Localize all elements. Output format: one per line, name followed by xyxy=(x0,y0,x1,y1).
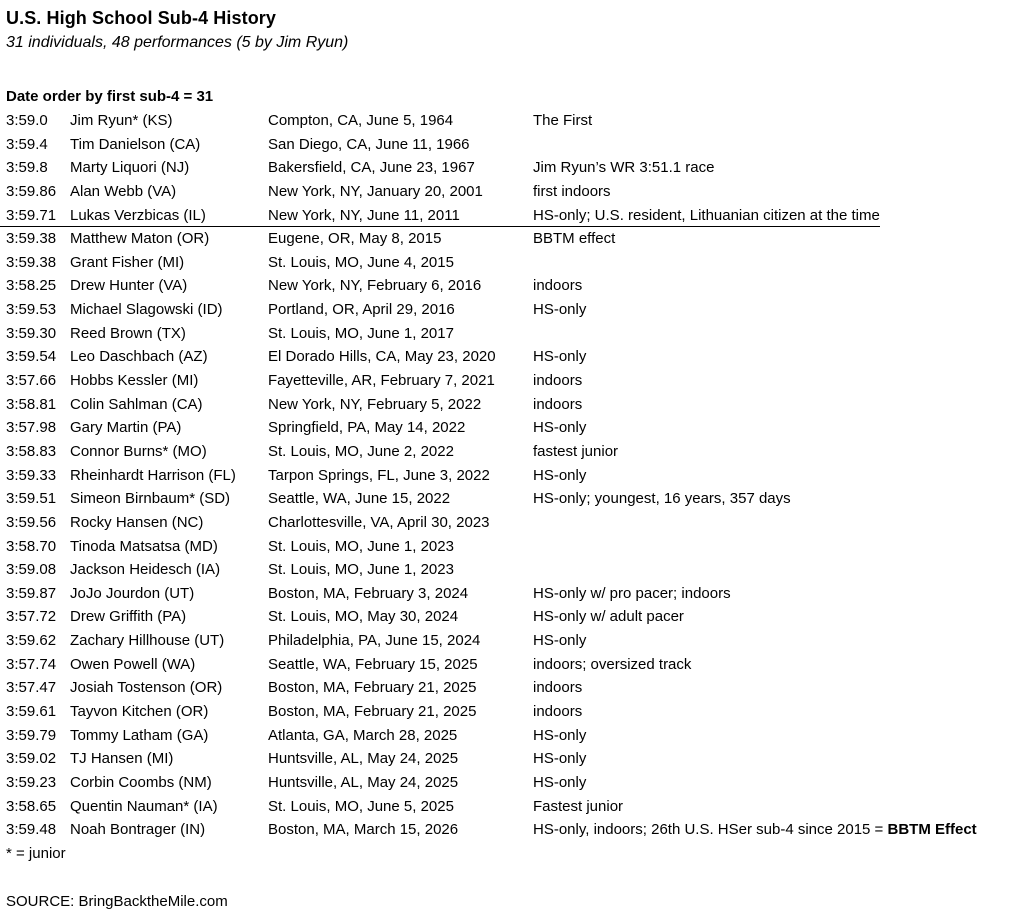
athlete-cell: Noah Bontrager (IN) xyxy=(70,821,206,839)
location-date-cell: Portland, OR, April 29, 2016 xyxy=(268,301,455,319)
location-date-cell: Huntsville, AL, May 24, 2025 xyxy=(268,750,459,768)
table-row xyxy=(6,511,1020,535)
athlete-cell: Gary Martin (PA) xyxy=(70,419,182,437)
athlete-cell: Josiah Tostenson (OR) xyxy=(70,679,223,697)
note-cell: HS-only; youngest, 16 years, 357 days xyxy=(533,490,791,508)
time-cell: 3:58.83 xyxy=(6,442,57,460)
location-date-cell: El Dorado Hills, CA, May 23, 2020 xyxy=(268,348,496,366)
time-cell: 3:59.0 xyxy=(6,112,48,129)
athlete-cell: Alan Webb (VA) xyxy=(70,182,177,200)
location-date-cell: Compton, CA, June 5, 1964 xyxy=(268,112,454,129)
time-cell: 3:59.53 xyxy=(6,301,57,319)
table-row xyxy=(6,440,1020,464)
location-date-cell: Boston, MA, March 15, 2026 xyxy=(268,821,459,839)
table-row xyxy=(6,605,1020,629)
time-cell: 3:58.81 xyxy=(6,395,57,413)
athlete-cell: Owen Powell (WA) xyxy=(70,655,196,673)
table-row xyxy=(6,369,1020,393)
table-row xyxy=(6,653,1020,677)
table-row xyxy=(6,724,1020,748)
location-date-cell: Boston, MA, February 3, 2024 xyxy=(268,584,469,602)
source-line: SOURCE: BringBacktheMile.com xyxy=(6,892,228,910)
location-date-cell: Philadelphia, PA, June 15, 2024 xyxy=(268,632,481,650)
note-cell: HS-only, indoors; 26th U.S. HSer sub-4 since 2015 = BBTM Effect xyxy=(533,821,977,839)
note-cell: indoors xyxy=(533,277,583,295)
location-date-cell: St. Louis, MO, June 5, 2025 xyxy=(268,797,454,815)
location-date-cell: Charlottesville, VA, April 30, 2023 xyxy=(268,513,490,531)
table-row xyxy=(6,298,1020,322)
time-cell: 3:57.66 xyxy=(6,372,57,390)
note-cell: indoors; oversized track xyxy=(533,655,692,673)
note-cell: HS-only xyxy=(533,348,587,366)
table-row xyxy=(6,818,1020,842)
athlete-cell: Tim Danielson (CA) xyxy=(70,135,201,153)
table-row xyxy=(6,558,1020,582)
table-row xyxy=(6,535,1020,559)
time-cell: 3:59.23 xyxy=(6,773,57,791)
athlete-cell: Simeon Birnbaum* (SD) xyxy=(70,490,231,508)
athlete-cell: Matthew Maton (OR) xyxy=(70,230,210,248)
athlete-cell: Rocky Hansen (NC) xyxy=(70,513,204,531)
athlete-cell: Rheinhardt Harrison (FL) xyxy=(70,466,236,484)
note-cell: HS-only xyxy=(533,773,587,791)
note-cell: Fastest junior xyxy=(533,797,624,815)
page-subtitle: 31 individuals, 48 performances (5 by Jim Ryun) xyxy=(6,34,349,51)
time-cell: 3:58.65 xyxy=(6,797,57,815)
athlete-cell: Hobbs Kessler (MI) xyxy=(70,372,199,390)
table-row xyxy=(6,582,1020,606)
note-cell: The First xyxy=(533,112,593,129)
note-cell: BBTM effect xyxy=(533,230,616,248)
time-cell: 3:58.70 xyxy=(6,537,57,555)
note-cell: fastest junior xyxy=(533,442,619,460)
note-cell: HS-only; U.S. resident, Lithuanian citizen at the time xyxy=(533,206,880,224)
time-cell: 3:59.86 xyxy=(6,182,57,200)
athlete-cell: Drew Hunter (VA) xyxy=(70,277,188,295)
table-row xyxy=(6,464,1020,488)
athlete-cell: Leo Daschbach (AZ) xyxy=(70,348,208,366)
time-cell: 3:59.30 xyxy=(6,324,57,342)
time-cell: 3:59.48 xyxy=(6,821,57,839)
time-cell: 3:59.33 xyxy=(6,466,57,484)
table-row xyxy=(6,109,1020,133)
athlete-cell: Tayvon Kitchen (OR) xyxy=(70,703,209,721)
table-row xyxy=(6,747,1020,771)
table-row xyxy=(0,204,880,228)
time-cell: 3:59.56 xyxy=(6,513,57,531)
note-cell: Jim Ryun’s WR 3:51.1 race xyxy=(533,159,715,177)
location-date-cell: Eugene, OR, May 8, 2015 xyxy=(268,230,442,248)
note-cell: HS-only xyxy=(533,419,587,437)
note-cell: HS-only xyxy=(533,466,587,484)
athlete-cell: Corbin Coombs (NM) xyxy=(70,773,212,791)
location-date-cell: New York, NY, February 6, 2016 xyxy=(268,277,482,295)
time-cell: 3:59.8 xyxy=(6,159,48,177)
time-cell: 3:59.71 xyxy=(6,206,57,224)
location-date-cell: St. Louis, MO, June 1, 2023 xyxy=(268,537,454,555)
time-cell: 3:58.25 xyxy=(6,277,57,295)
time-cell: 3:59.08 xyxy=(6,561,57,579)
location-date-cell: Fayetteville, AR, February 7, 2021 xyxy=(268,372,495,390)
location-date-cell: St. Louis, MO, June 1, 2017 xyxy=(268,324,454,342)
time-cell: 3:57.72 xyxy=(6,608,57,626)
athlete-cell: Michael Slagowski (ID) xyxy=(70,301,223,319)
athlete-cell: Jackson Heidesch (IA) xyxy=(70,561,221,579)
table-row xyxy=(6,274,1020,298)
time-cell: 3:59.61 xyxy=(6,703,57,721)
athlete-cell: TJ Hansen (MI) xyxy=(70,750,174,768)
table-row xyxy=(6,393,1020,417)
table-row xyxy=(6,629,1020,653)
athlete-cell: Tinoda Matsatsa (MD) xyxy=(70,537,218,555)
athlete-cell: Zachary Hillhouse (UT) xyxy=(70,632,225,650)
note-cell: indoors xyxy=(533,703,583,721)
location-date-cell: St. Louis, MO, June 4, 2015 xyxy=(268,253,454,271)
time-cell: 3:59.62 xyxy=(6,632,57,650)
time-cell: 3:59.54 xyxy=(6,348,57,366)
location-date-cell: Atlanta, GA, March 28, 2025 xyxy=(268,726,458,744)
athlete-cell: Lukas Verzbicas (IL) xyxy=(70,206,206,224)
note-cell: indoors xyxy=(533,395,583,413)
note-cell: indoors xyxy=(533,372,583,390)
table-row xyxy=(6,416,1020,440)
athlete-cell: Jim Ryun* (KS) xyxy=(70,112,173,129)
table-row xyxy=(6,227,1020,251)
location-date-cell: Boston, MA, February 21, 2025 xyxy=(268,703,477,721)
section-header: Date order by first sub-4 = 31 xyxy=(6,88,214,105)
table-row xyxy=(6,700,1020,724)
location-date-cell: San Diego, CA, June 11, 1966 xyxy=(268,135,470,153)
location-date-cell: New York, NY, June 11, 2011 xyxy=(268,206,460,224)
note-cell: HS-only xyxy=(533,750,587,768)
location-date-cell: St. Louis, MO, June 2, 2022 xyxy=(268,442,454,460)
table-row xyxy=(6,487,1020,511)
time-cell: 3:59.51 xyxy=(6,490,57,508)
time-cell: 3:59.87 xyxy=(6,584,57,602)
location-date-cell: St. Louis, MO, June 1, 2023 xyxy=(268,561,454,579)
note-cell: HS-only xyxy=(533,301,587,319)
time-cell: 3:57.98 xyxy=(6,419,57,437)
note-bold-text: BBTM Effect xyxy=(887,821,977,839)
athlete-cell: Connor Burns* (MO) xyxy=(70,442,207,460)
athlete-cell: Marty Liquori (NJ) xyxy=(70,159,190,177)
athlete-cell: Reed Brown (TX) xyxy=(70,324,186,342)
junior-footnote: * = junior xyxy=(6,844,66,862)
athlete-cell: Quentin Nauman* (IA) xyxy=(70,797,218,815)
location-date-cell: Boston, MA, February 21, 2025 xyxy=(268,679,477,697)
location-date-cell: Springfield, PA, May 14, 2022 xyxy=(268,419,466,437)
table-row xyxy=(6,251,1020,275)
table-row xyxy=(6,322,1020,346)
location-date-cell: Seattle, WA, June 15, 2022 xyxy=(268,490,451,508)
athlete-cell: Colin Sahlman (CA) xyxy=(70,395,203,413)
sub4-table xyxy=(6,109,1020,842)
athlete-cell: Drew Griffith (PA) xyxy=(70,608,187,626)
note-cell: indoors xyxy=(533,679,583,697)
time-cell: 3:59.38 xyxy=(6,253,57,271)
time-cell: 3:59.4 xyxy=(6,135,48,153)
table-row xyxy=(6,345,1020,369)
athlete-cell: Tommy Latham (GA) xyxy=(70,726,209,744)
time-cell: 3:59.38 xyxy=(6,230,57,248)
table-row xyxy=(6,133,1020,157)
location-date-cell: Tarpon Springs, FL, June 3, 2022 xyxy=(268,466,490,484)
location-date-cell: St. Louis, MO, May 30, 2024 xyxy=(268,608,459,626)
location-date-cell: Huntsville, AL, May 24, 2025 xyxy=(268,773,459,791)
athlete-cell: Grant Fisher (MI) xyxy=(70,253,185,271)
time-cell: 3:57.74 xyxy=(6,655,57,673)
location-date-cell: Bakersfield, CA, June 23, 1967 xyxy=(268,159,475,177)
note-cell: HS-only xyxy=(533,726,587,744)
page-title: U.S. High School Sub-4 History xyxy=(6,8,277,28)
location-date-cell: New York, NY, January 20, 2001 xyxy=(268,182,483,200)
note-cell: first indoors xyxy=(533,182,611,200)
location-date-cell: New York, NY, February 5, 2022 xyxy=(268,395,482,413)
location-date-cell: Seattle, WA, February 15, 2025 xyxy=(268,655,478,673)
table-row xyxy=(6,676,1020,700)
table-row xyxy=(6,795,1020,819)
table-row xyxy=(6,156,1020,180)
athlete-cell: JoJo Jourdon (UT) xyxy=(70,584,195,602)
time-cell: 3:59.02 xyxy=(6,750,57,768)
note-cell: HS-only w/ adult pacer xyxy=(533,608,684,626)
table-row xyxy=(6,771,1020,795)
note-cell: HS-only w/ pro pacer; indoors xyxy=(533,584,731,602)
time-cell: 3:59.79 xyxy=(6,726,57,744)
note-cell: HS-only xyxy=(533,632,587,650)
time-cell: 3:57.47 xyxy=(6,679,57,697)
table-row xyxy=(6,180,1020,204)
